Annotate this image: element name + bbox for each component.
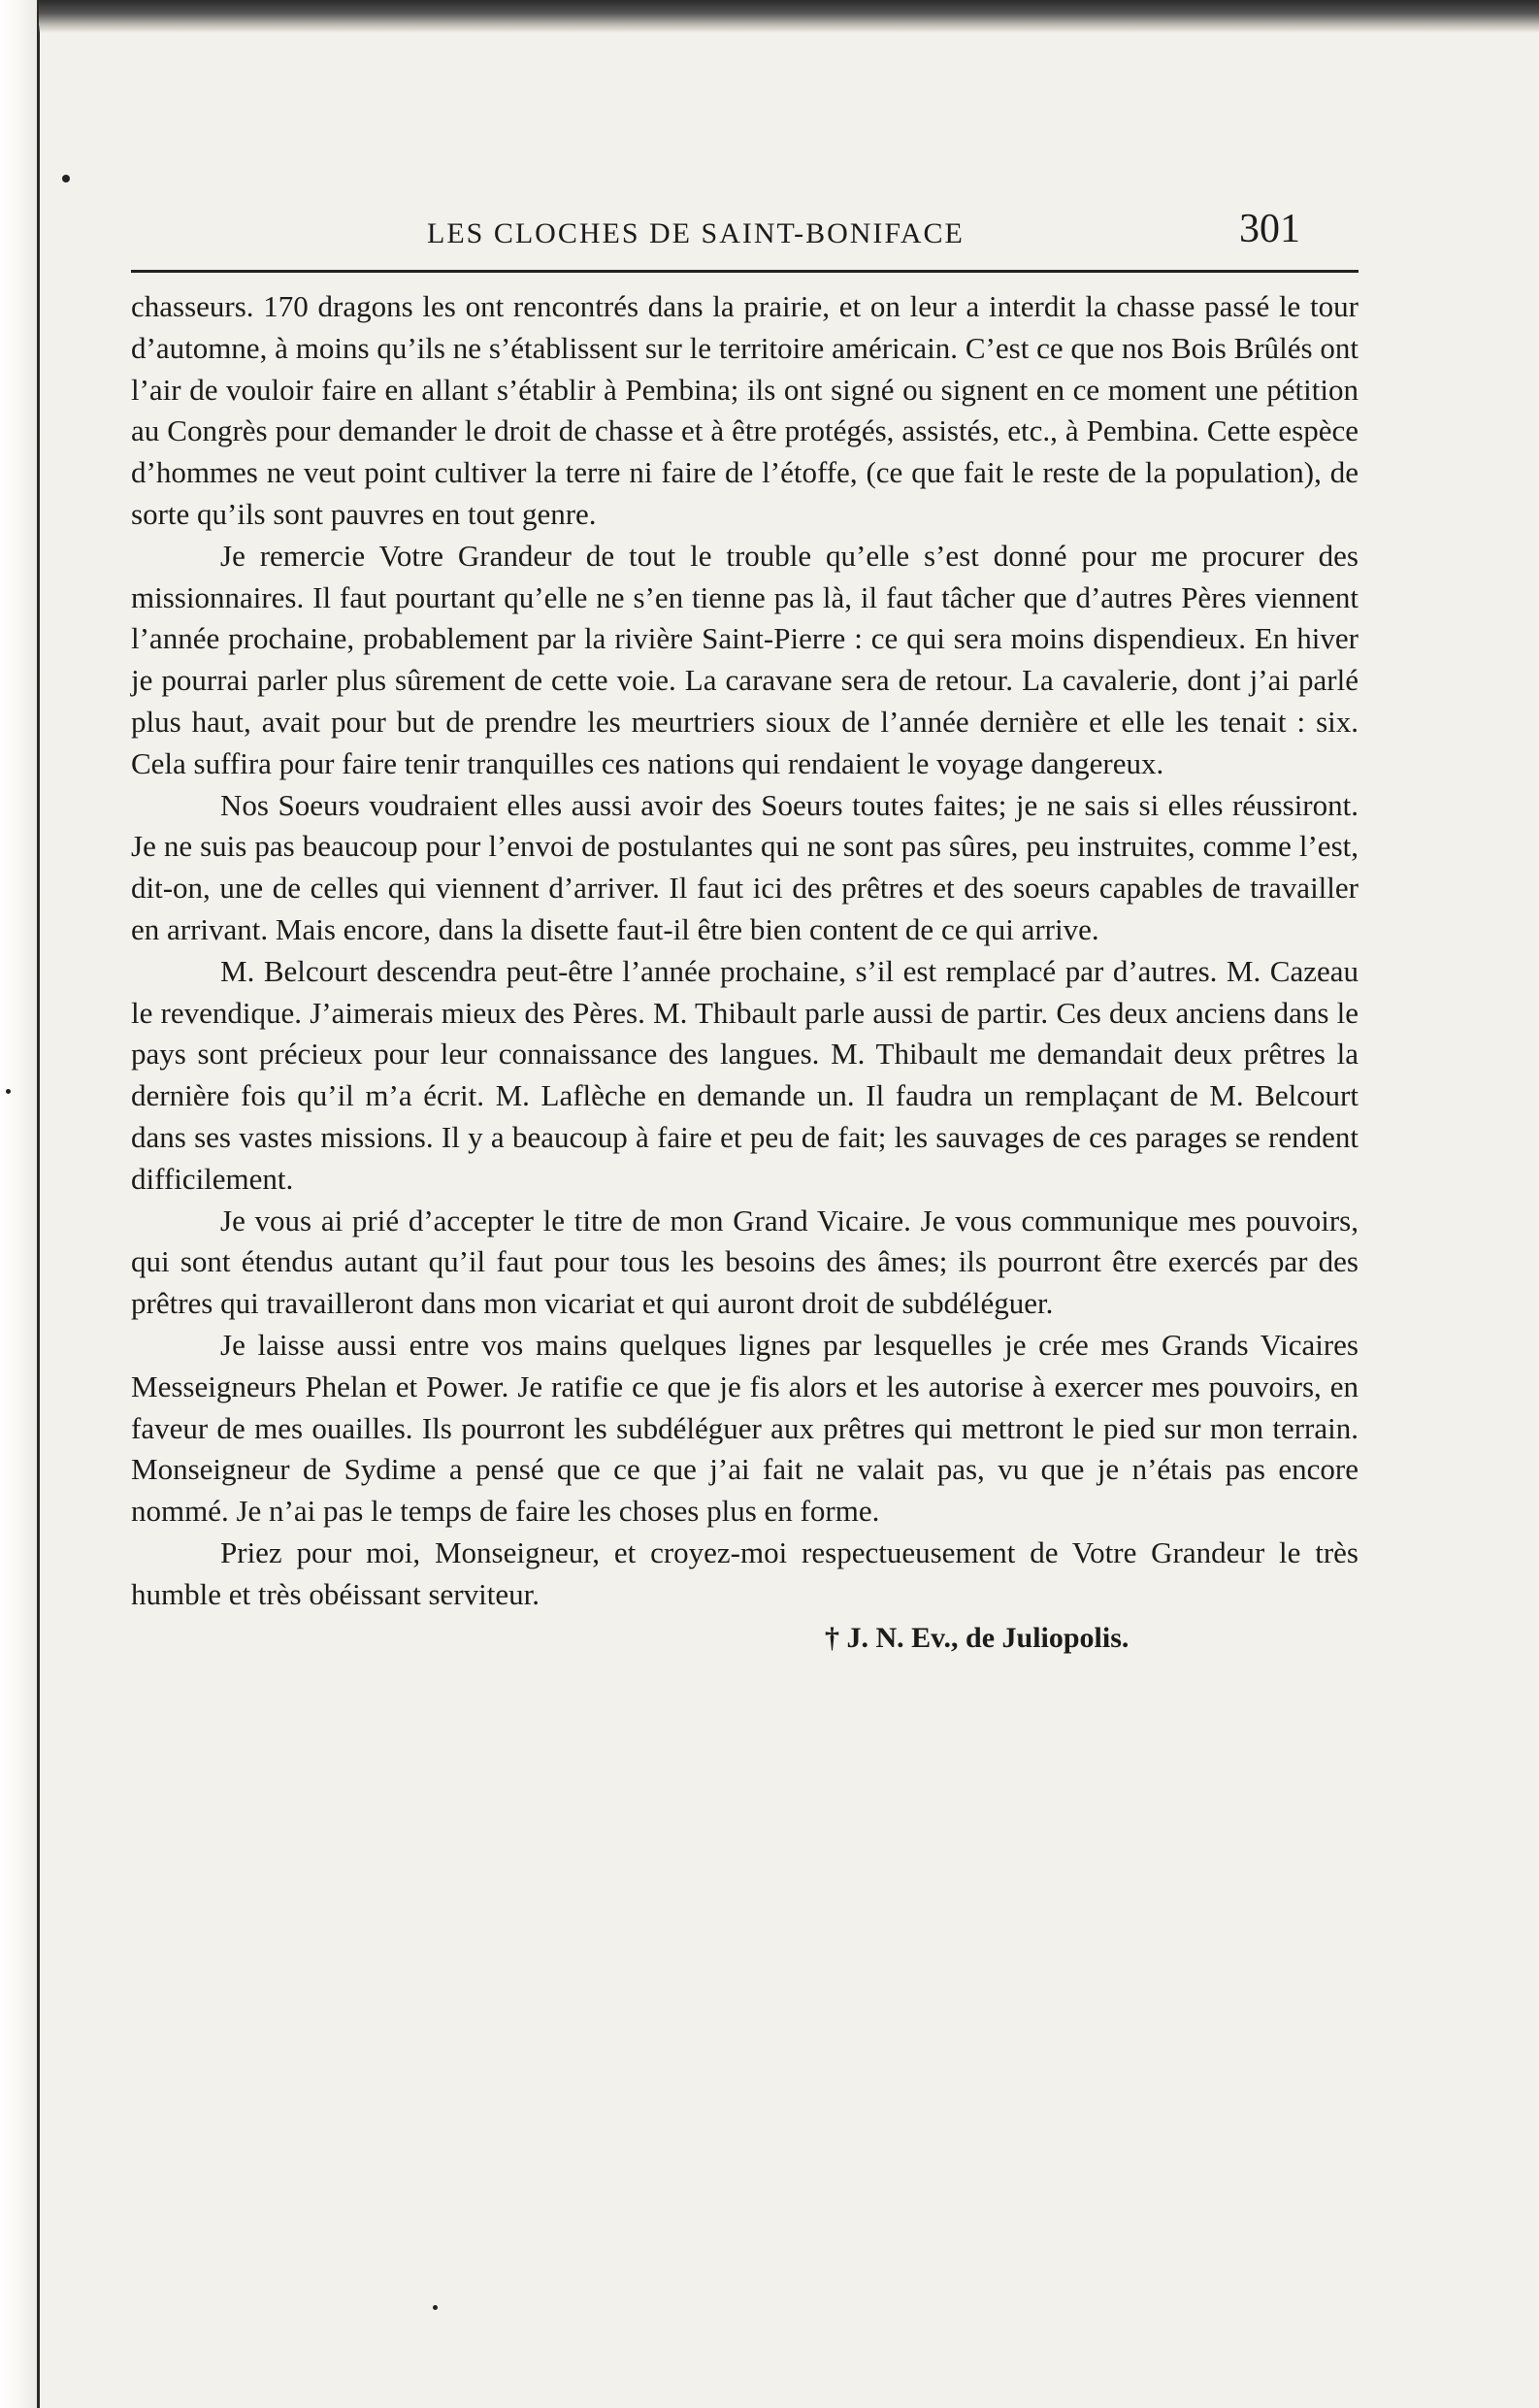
letter-body xyxy=(131,286,1359,1616)
scan-left-edge xyxy=(0,0,40,2408)
paragraph-3: Nos Soeurs voudraient elles aussi avoir des Soeurs toutes faites; je ne sais si elles réussiront. Je ne suis pas beaucoup pour l’envoi de postulantes qui ne sont pas sûres, peu instruites, comme l’est, dit-on, une de celles qui viennent d’arriver. Il faut ici des prêtres et des soeurs capables de travailler en arrivant. Mais encore, dans la disette faut-il être bien content de ce qui arrive. xyxy=(131,787,1359,946)
scan-speck xyxy=(6,1089,11,1094)
paragraph-1: chasseurs. 170 dragons les ont rencontrés dans la prairie, et on leur a interdit la chasse passé le tour d’automne, à moins qu’ils ne s’établissent sur le territoire américain. C’est ce que nos Bois Brûlés ont l’air de vouloir faire en allant s’établir à Pembina; ils ont signé ou signent en ce moment une pétition au Congrès pour demander le droit de chasse et à être protégés, assistés, etc., à Pembina. Cette espèce d’hommes ne veut point cultiver la terre ni faire de l’étoffe, (ce que fait le reste de la population), de sorte qu’ils sont pauvres en tout genre. xyxy=(131,289,1359,531)
page-header xyxy=(131,194,1359,273)
paragraph-4: M. Belcourt descendra peut-être l’année prochaine, s’il est remplacé par d’autres. M. Cazeau le revendique. J’aimerais mieux des Pères. M. Thibault parle aussi de partir. Ces deux anciens dans le pays sont précieux pour leur connaissance des langues. M. Thibault me demandait deux prêtres la dernière fois qu’il m’a écrit. M. Laflèche en demande un. Il faudra un remplaçant de M. Belcourt dans ses vastes missions. Il y a beaucoup à faire et peu de fait; les sauvages de ces parages se rendent difficilement. xyxy=(131,953,1359,1196)
paragraph-2: Je remercie Votre Grandeur de tout le trouble qu’elle s’est donné pour me procurer des missionnaires. Il faut pourtant qu’elle ne s’en tienne pas là, il faut tâcher que d’autres Pères viennent l’année prochaine, probablement par la rivière Saint-Pierre : ce qui sera moins dispendieux. En hiver je pourrai parler plus sûrement de cette voie. La caravane sera de retour. La cavalerie, dont j’ai parlé plus haut, avait pour but de prendre les meurtriers sioux de l’année dernière et elle les tenait : six. Cela suffira pour faire tenir tranquilles ces nations qui rendaient le voyage dangereux. xyxy=(131,538,1359,780)
paragraph-7: Priez pour moi, Monseigneur, et croyez-moi respectueusement de Votre Grandeur le très humble et très obéissant serviteur. xyxy=(131,1534,1359,1611)
scan-speck xyxy=(433,2305,438,2310)
scan-top-edge xyxy=(39,0,1539,33)
running-title: LES CLOCHES DE SAINT-BONIFACE xyxy=(427,217,965,249)
page-number: 301 xyxy=(1239,207,1300,251)
signature: † J. N. Ev., de Juliopolis. xyxy=(825,1621,1130,1654)
paragraph-6: Je laisse aussi entre vos mains quelques lignes par lesquelles je crée mes Grands Vicaires Messeigneurs Phelan et Power. Je ratifie ce que je fis alors et les autorise à exercer mes pouvoirs, en faveur de mes ouailles. Ils pourront les subdéléguer aux prêtres qui mettront le pied sur mon terrain. Monseigneur de Sydime a pensé que ce que j’ai fait ne valait pas, vu que je n’étais pas encore nommé. Je n’ai pas le temps de faire les choses plus en forme. xyxy=(131,1327,1359,1529)
book-page xyxy=(131,194,1359,1659)
scan-speck xyxy=(62,175,70,182)
paragraph-5: Je vous ai prié d’accepter le titre de mon Grand Vicaire. Je vous communique mes pouvoirs, qui sont étendus autant qu’il faut pour tous les besoins des âmes; ils pourront être exercés par des prêtres qui travailleront dans mon vicariat et qui auront droit de subdéléguer. xyxy=(131,1203,1359,1321)
